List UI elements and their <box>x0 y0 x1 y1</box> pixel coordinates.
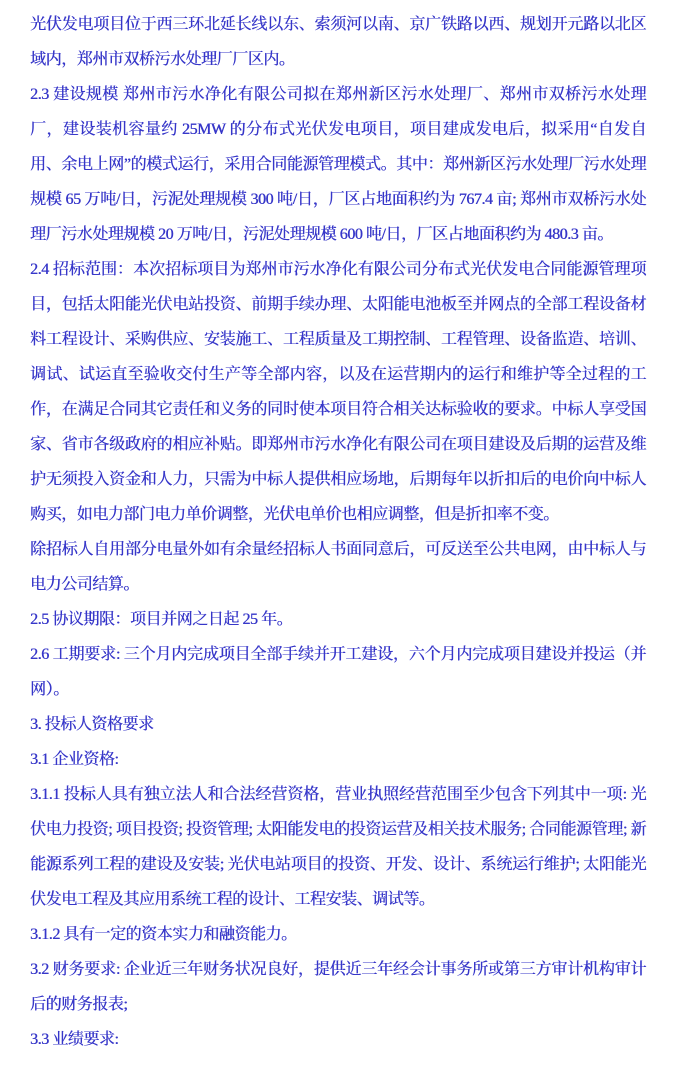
paragraph-3-1-2-capital-capability: 3.1.2 具有一定的资本实力和融资能力。 <box>30 926 297 943</box>
paragraph-2-6-schedule-requirement: 2.6 工期要求: 三个月内完成项目全部手续并开工建设，六个月内完成项目建设并投运（并网）。 <box>30 646 646 698</box>
heading-3-3-performance-requirement: 3.3 业绩要求: <box>30 1031 119 1048</box>
paragraph-surplus-power-settlement: 除招标人自用部分电量外如有余量经招标人书面同意后，可反送至公共电网，由中标人与电力公司结算。 <box>30 541 646 593</box>
paragraph-2-3-construction-scale: 2.3 建设规模 郑州市污水净化有限公司拟在郑州新区污水处理厂、郑州市双桥污水处理厂，建设装机容量约 25MW 的分布式光伏发电项目，项目建成发电后，拟采用“自发自用、余电上网”的模式运行，采用合同能源管理模式。其中：郑州新区污水处理厂污水处理规模 65 万吨/日，污泥处理规模 300 吨/日，厂区占地面积约为 767.4 亩; 郑州市双桥污水处理厂污水处理规模 20 万吨/日，污泥处理规模 600 吨/日，厂区占地面积约为 480.3 亩。 <box>30 86 646 243</box>
paragraph-3-2-financial-requirement: 3.2 财务要求: 企业近三年财务状况良好，提供近三年经会计事务所或第三方审计机构审计后的财务报表; <box>30 961 646 1013</box>
paragraph-project-location: 光伏发电项目位于西三环北延长线以东、索须河以南、京广铁路以西、规划开元路以北区域内，郑州市双桥污水处理厂厂区内。 <box>30 16 646 68</box>
paragraph-2-5-agreement-term: 2.5 协议期限：项目并网之日起 25 年。 <box>30 611 293 628</box>
paragraph-3-1-1-business-scope: 3.1.1 投标人具有独立法人和合法经营资格，营业执照经营范围至少包含下列其中一项: 光伏电力投资; 项目投资; 投资管理; 太阳能发电的投资运营及相关技术服务; 合同能源管理; 新能源系列工程的建设及安装; 光伏电站项目的投资、开发、设计、系统运行维护; 太阳能光伏发电工程及其应用系统工程的设计、工程安装、调试等。 <box>30 786 646 908</box>
heading-3-1-enterprise-qualification: 3.1 企业资格: <box>30 751 119 768</box>
paragraph-2-4-bidding-scope: 2.4 招标范围：本次招标项目为郑州市污水净化有限公司分布式光伏发电合同能源管理项目，包括太阳能光伏电站投资、前期手续办理、太阳能电池板至并网点的全部工程设备材料工程设计、采购供应、安装施工、工程质量及工期控制、工程管理、设备监造、培训、调试、试运直至验收交付生产等全部内容，以及在运营期内的运行和维护等全过程的工作，在满足合同其它责任和义务的同时使本项目符合相关达标验收的要求。中标人享受国家、省市各级政府的相应补贴。即郑州市污水净化有限公司在项目建设及后期的运营及维护无须投入资金和人力，只需为中标人提供相应场地，后期每年以折扣后的电价向中标人购买，如电力部门电力单价调整，光伏电单价也相应调整，但是折扣率不变。 <box>30 261 646 523</box>
heading-3-bidder-qualification: 3. 投标人资格要求 <box>30 716 154 733</box>
